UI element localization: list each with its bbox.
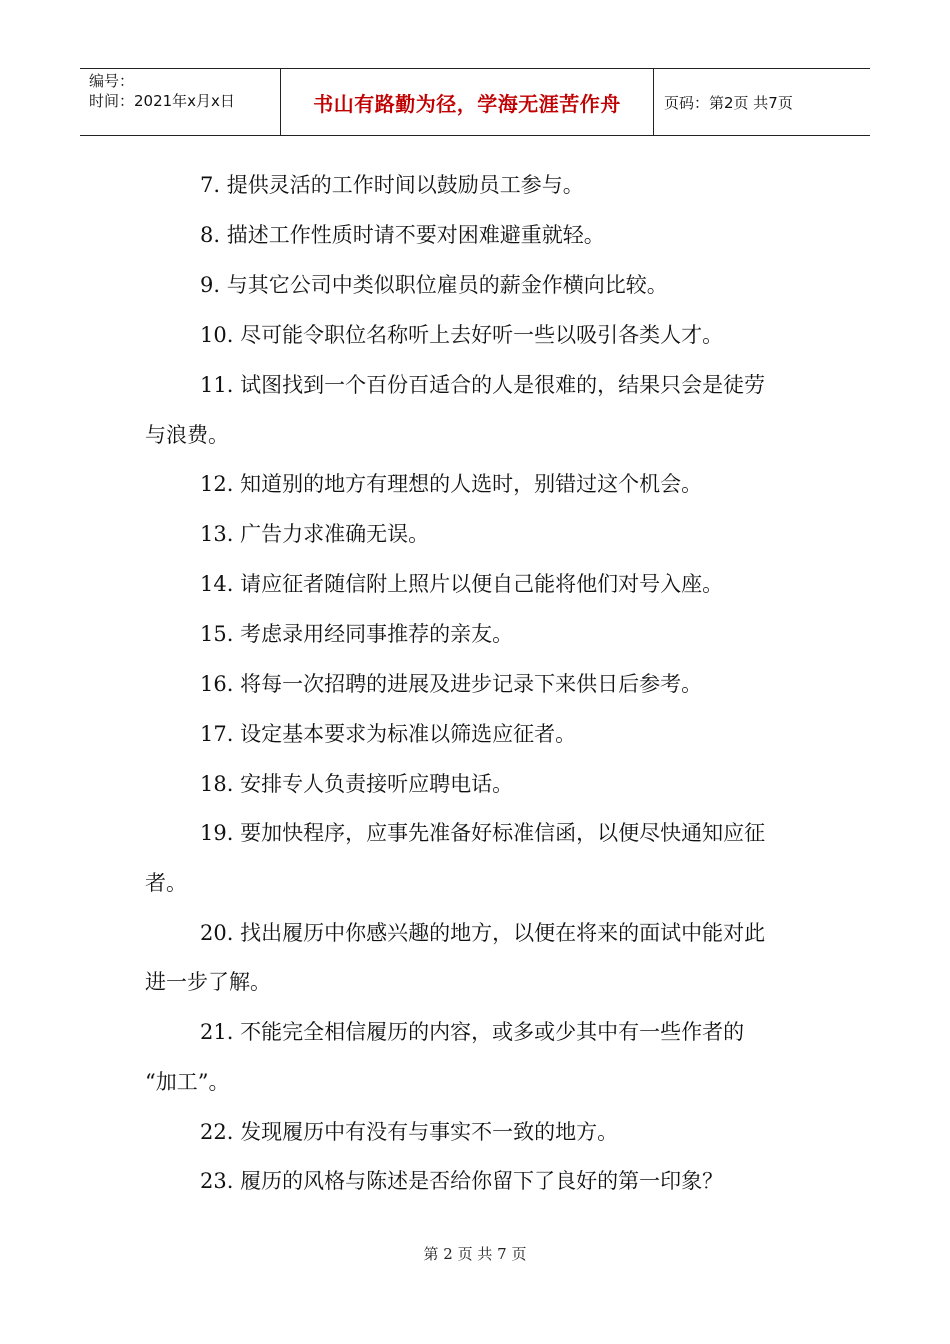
header-meta — [80, 69, 281, 135]
list-item-23: 23. 履历的风格与陈述是否给你留下了良好的第一印象？ — [200, 1169, 724, 1193]
list-item-7: 7. 提供灵活的工作时间以鼓励员工参与。 — [200, 173, 584, 197]
header-page-info: 页码：第2页 共7页 — [664, 93, 793, 112]
list-item-21: 21. 不能完全相信履历的内容，或多或少其中有一些作者的 — [200, 1020, 745, 1044]
document-time-label: 时间：2021年x月x日 — [89, 92, 235, 110]
document-number-label: 编号： — [89, 72, 135, 90]
list-item-12: 12. 知道别的地方有理想的人选时，别错过这个机会。 — [200, 472, 703, 496]
list-item-11-continued: 与浪费。 — [145, 423, 229, 447]
list-item-13: 13. 广告力求准确无误。 — [200, 522, 430, 546]
list-item-15: 15. 考虑录用经同事推荐的亲友。 — [200, 622, 514, 646]
list-item-14: 14. 请应征者随信附上照片以便自己能将他们对号入座。 — [200, 572, 724, 596]
list-item-18: 18. 安排专人负责接听应聘电话。 — [200, 772, 514, 796]
list-item-9: 9. 与其它公司中类似职位雇员的薪金作横向比较。 — [200, 273, 668, 297]
page-header — [80, 68, 870, 136]
header-motto: 书山有路勤为径，学海无涯苦作舟 — [313, 91, 621, 116]
list-item-19: 19. 要加快程序，应事先准备好标准信函，以便尽快通知应征 — [200, 821, 766, 845]
page-footer: 第 2 页 共 7 页 — [423, 1245, 527, 1263]
list-item-20: 20. 找出履历中你感兴趣的地方，以便在将来的面试中能对此 — [200, 921, 766, 945]
list-item-21-continued: “加工”。 — [145, 1070, 230, 1094]
list-item-8: 8. 描述工作性质时请不要对困难避重就轻。 — [200, 223, 605, 247]
list-item-17: 17. 设定基本要求为标准以筛选应征者。 — [200, 722, 577, 746]
list-item-19-continued: 者。 — [145, 871, 187, 895]
list-item-10: 10. 尽可能令职位名称听上去好听一些以吸引各类人才。 — [200, 323, 724, 347]
list-item-20-continued: 进一步了解。 — [145, 970, 271, 994]
list-item-22: 22. 发现履历中有没有与事实不一致的地方。 — [200, 1120, 619, 1144]
list-item-11: 11. 试图找到一个百份百适合的人是很难的，结果只会是徒劳 — [200, 373, 766, 397]
header-motto-cell — [281, 69, 654, 135]
list-item-16: 16. 将每一次招聘的进展及进步记录下来供日后参考。 — [200, 672, 703, 696]
